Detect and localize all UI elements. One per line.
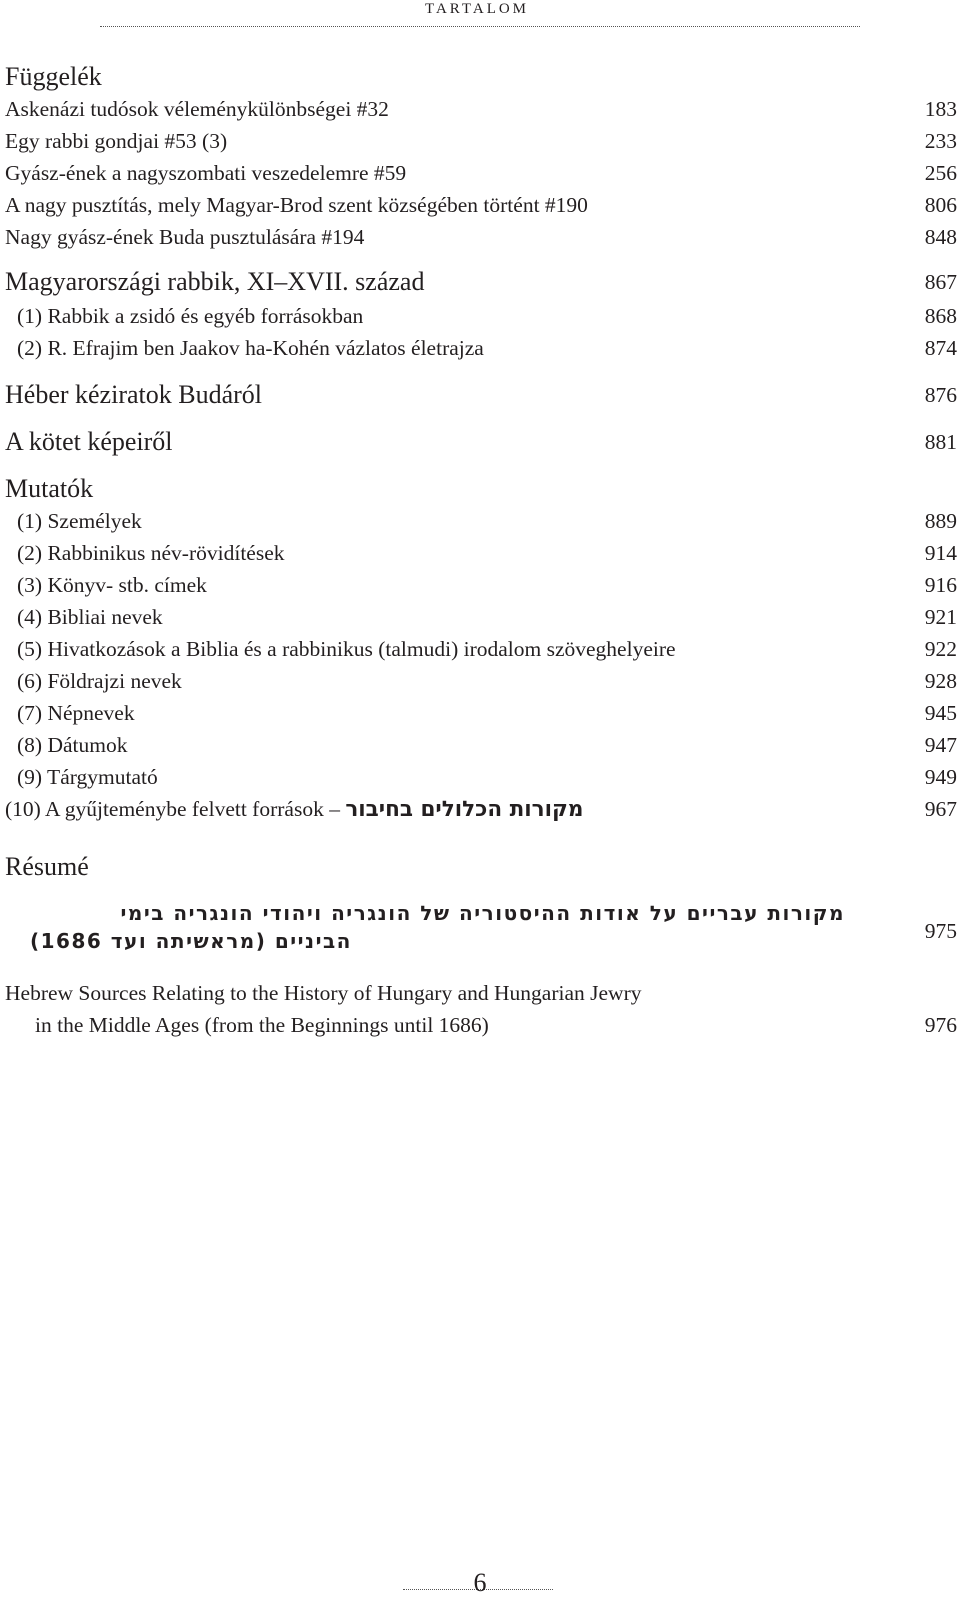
running-title: TARTALOM	[425, 1, 530, 17]
resume-hebrew-line-1: מקורות עבריים על אודות ההיסטוריה של הונגריה ויהודי הונגריה בימי	[120, 901, 845, 925]
entry-label: Hebrew Sources Relating to the History of Hungary and Hungarian Jewry	[5, 981, 642, 1005]
entry-page: 868	[924, 304, 957, 328]
entry-page: 848	[924, 225, 957, 249]
entry-page: 916	[924, 573, 957, 597]
entry-page: 949	[924, 765, 957, 789]
entry-label: (2) R. Efrajim ben Jaakov ha-Kohén vázlatos életrajza	[17, 336, 484, 360]
entry-page: 256	[924, 161, 957, 185]
entry-label: Askenázi tudósok véleménykülönbségei #32	[5, 97, 389, 121]
entry-page: 914	[924, 541, 957, 565]
section-page: 867	[924, 270, 957, 294]
entry-page: 874	[924, 336, 957, 360]
entry-label: (9) Tárgymutató	[17, 765, 158, 789]
entry-page: 928	[924, 669, 957, 693]
section-title: Mutatók	[5, 474, 94, 503]
entry-label: (4) Bibliai nevek	[17, 605, 163, 629]
section-title: Résumé	[5, 852, 89, 881]
entry-label: (1) Rabbik a zsidó és egyéb forrásokban	[17, 304, 364, 328]
entry-hebrew-title: מקורות הכלולים בחיבור	[345, 797, 584, 822]
entry-page: 967	[924, 797, 957, 821]
entry-page: 976	[924, 1013, 957, 1037]
entry-page: 975	[924, 919, 957, 943]
header-dotted-rule	[100, 26, 860, 27]
entry-page: 945	[924, 701, 957, 725]
entry-label: (7) Népnevek	[17, 701, 135, 725]
section-title: Héber kéziratok Budáról	[5, 380, 263, 409]
entry-page: 947	[924, 733, 957, 757]
entry-label-text: (10) A gyűjteménybe felvett források –	[5, 797, 340, 821]
section-title: Magyarországi rabbik, XI–XVII. század	[5, 267, 425, 296]
entry-page: 889	[924, 509, 957, 533]
entry-label: (2) Rabbinikus név-rövidítések	[17, 541, 285, 565]
entry-page: 183	[924, 97, 957, 121]
entry-page: 806	[924, 193, 957, 217]
entry-label: Gyász-ének a nagyszombati veszedelemre #59	[5, 161, 407, 185]
entry-label: Egy rabbi gondjai #53 (3)	[5, 129, 228, 153]
entry-label: (1) Személyek	[17, 509, 142, 533]
entry-label	[5, 796, 583, 823]
entry-label: in the Middle Ages (from the Beginnings until 1686)	[35, 1013, 489, 1037]
entry-label: (3) Könyv- stb. címek	[17, 573, 207, 597]
section-page: 881	[924, 430, 957, 454]
section-title: A kötet képeiről	[5, 427, 173, 456]
entry-label: A nagy pusztítás, mely Magyar-Brod szent községében történt #190	[5, 193, 588, 217]
entry-page: 921	[924, 605, 957, 629]
resume-hebrew-line-2: הביניים (מראשיתה ועד 1686)	[30, 929, 352, 953]
entry-page: 233	[924, 129, 957, 153]
section-title: Függelék	[5, 62, 102, 91]
entry-label: (8) Dátumok	[17, 733, 128, 757]
page-number: 6	[473, 1568, 487, 1597]
entry-label: Nagy gyász-ének Buda pusztulására #194	[5, 225, 365, 249]
entry-label: (5) Hivatkozások a Biblia és a rabbinikus (talmudi) irodalom szöveghelyeire	[17, 637, 676, 661]
section-page: 876	[924, 383, 957, 407]
entry-page: 922	[924, 637, 957, 661]
entry-label: (6) Földrajzi nevek	[17, 669, 182, 693]
